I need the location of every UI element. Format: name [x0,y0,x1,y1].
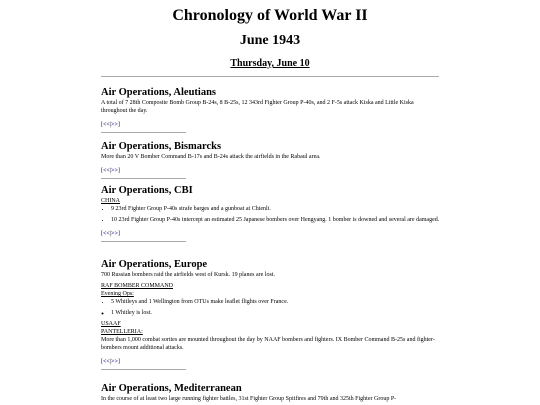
subheading-raf: RAF BOMBER COMMAND [101,283,174,289]
nav-bracket-close: ] [117,231,120,237]
section-nav [101,167,441,175]
section-mediterranean [101,383,441,403]
section-title: Air Operations, Aleutians [101,87,217,98]
nav-bracket-open: [ [101,122,103,128]
nav-separator: | [109,231,112,237]
event-list [101,298,441,306]
section-text: 700 Russian bombers raid the airfields west of Kursk. 19 planes are lost. [101,272,275,278]
next-link[interactable]: >> [111,359,118,365]
section-title: Air Operations, Bismarcks [101,141,222,152]
prev-link[interactable]: << [103,168,110,174]
month-heading: June 1943 [239,33,301,48]
section-aleutians [101,87,441,133]
prev-link[interactable]: << [103,122,110,128]
section-text: A total of 7 28th Composite Bomb Group B-24s, 8 B-25s, 12 343rd Fighter Group P-40s, and 2 F-5s attack Kiska and Little Kiska throughout the day. [101,100,414,114]
list-item: • 9 23rd Fighter Group P-40s strafe barges and a gunboat at Chienli. [111,205,441,213]
prev-link[interactable]: << [103,231,110,237]
section-divider [101,132,186,133]
nav-bracket-open: [ [101,168,103,174]
subheading-evening-ops: Evening Ops: [101,291,134,297]
event-list [101,205,441,213]
event-sublist [101,309,441,317]
nav-bracket-open: [ [101,231,103,237]
prev-link[interactable]: << [103,359,110,365]
section-text: More than 20 V Bomber Command B-17s and B-24s attack the airfields in the Rabaul area. [101,154,321,160]
nav-bracket-open: [ [101,359,103,365]
section-nav [101,358,441,366]
nav-separator: | [109,122,112,128]
section-title: Air Operations, CBI [101,185,193,196]
subheading-pantelleria: PANTELLERIA: [101,329,143,335]
page-title: Chronology of World War II [172,7,368,24]
section-cbi [101,185,441,242]
section-text: More than 1,000 combat sorties are mounted throughout the day by NAAF bombers and fighters. IX Bomber Command B-25s and fighter-bombers mount additional attacks. [101,337,435,351]
header-divider [101,76,439,77]
section-title: Air Operations, Europe [101,259,208,270]
next-link[interactable]: >> [111,231,118,237]
section-divider [101,178,186,179]
day-heading: Thursday, June 10 [230,58,310,69]
section-divider [101,369,186,370]
nav-bracket-close: ] [117,359,120,365]
region-heading: CHINA [101,198,120,204]
nav-separator: | [109,359,112,365]
section-bismarcks [101,141,441,179]
nav-bracket-close: ] [117,168,120,174]
nav-separator: | [109,168,112,174]
list-item: • 5 Whitleys and 1 Wellington from OTUs make leaflet flights over France. [111,298,441,306]
next-link[interactable]: >> [111,122,118,128]
subheading-usaaf: USAAF [101,321,121,327]
section-europe [101,259,441,370]
section-text: In the course of at least two large running fighter battles, 31st Fighter Group Spitfires and 79th and 325th Fighter Group P- [101,396,397,402]
event-list [101,216,441,224]
section-nav [101,230,441,238]
section-divider [101,241,186,242]
nav-bracket-close: ] [117,122,120,128]
section-title: Air Operations, Mediterranean [101,383,242,394]
section-nav [101,121,441,129]
list-item: ◦ 1 Whitley is lost. [111,309,441,317]
list-item: • 10 23rd Fighter Group P-40s intercept an estimated 25 Japanese bombers over Hengyang. 1 bomber is downed and several are damaged. [111,216,441,224]
next-link[interactable]: >> [111,168,118,174]
